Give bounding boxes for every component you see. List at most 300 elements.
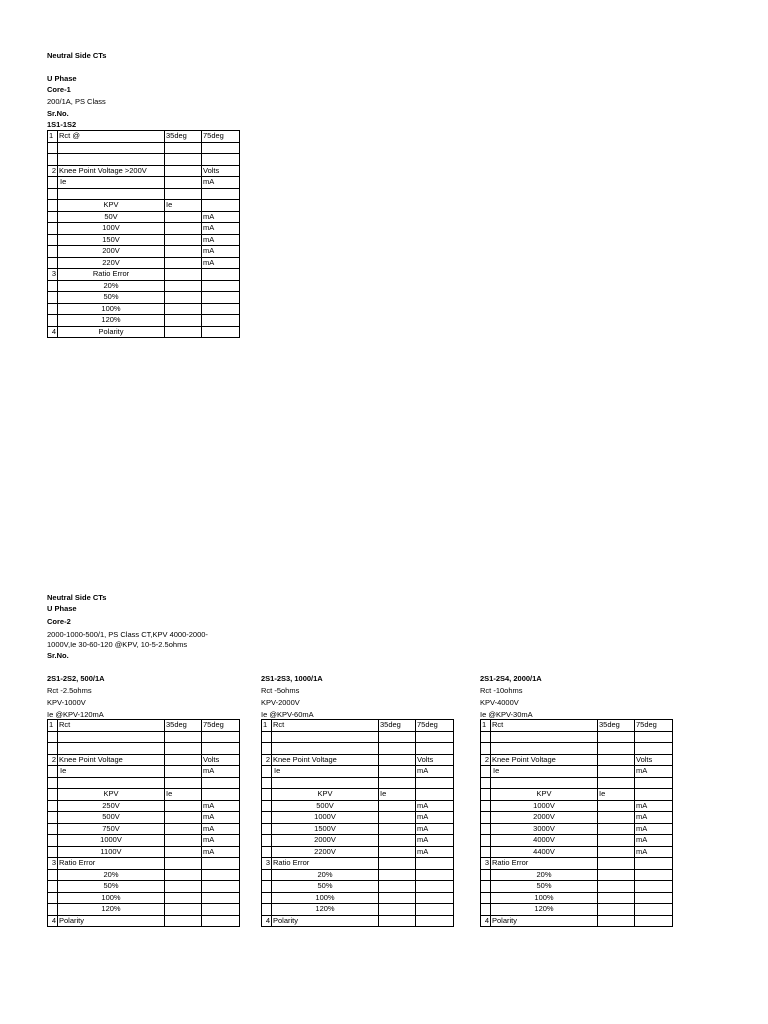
- table-row: [262, 835, 454, 847]
- table-cell: [598, 800, 635, 812]
- table-cell: Polarity: [58, 915, 165, 927]
- table-cell: [379, 892, 416, 904]
- table-cell: [165, 154, 202, 166]
- table-cell: [48, 835, 58, 847]
- table-cell: [165, 754, 202, 766]
- table-cell: [48, 881, 58, 893]
- table-cell: [165, 280, 202, 292]
- section2-srno-label: Sr.No.: [47, 651, 69, 660]
- table-cell: Ratio Error: [58, 858, 165, 870]
- table-cell: 120%: [491, 904, 598, 916]
- table-cell: 2: [481, 754, 491, 766]
- table-row: [48, 246, 240, 258]
- table-cell: [416, 892, 454, 904]
- table-row: [48, 754, 240, 766]
- table-cell: [598, 915, 635, 927]
- table-cell: [416, 743, 454, 755]
- table-row: [262, 904, 454, 916]
- table-cell: [262, 789, 272, 801]
- table-cell: 35deg: [165, 720, 202, 732]
- table-cell: [416, 904, 454, 916]
- table-cell: [48, 789, 58, 801]
- table-cell: [635, 904, 673, 916]
- table-cell: Ie: [165, 789, 202, 801]
- table-cell: mA: [635, 835, 673, 847]
- table-row: [481, 812, 673, 824]
- table-cell: [165, 915, 202, 927]
- table-cell: 1500V: [272, 823, 379, 835]
- table-cell: [262, 835, 272, 847]
- table-cell: 100%: [58, 892, 165, 904]
- table-cell: [48, 846, 58, 858]
- table-row: [481, 915, 673, 927]
- table-cell: [48, 154, 58, 166]
- table-row: [48, 823, 240, 835]
- table-cell: mA: [202, 835, 240, 847]
- table-row: [481, 743, 673, 755]
- table-cell: [165, 177, 202, 189]
- table-cell: [598, 743, 635, 755]
- table-row: [48, 881, 240, 893]
- table-b-kpv: KPV-2000V: [261, 698, 300, 707]
- table-row: [481, 881, 673, 893]
- table-cell: [635, 777, 673, 789]
- table-cell: [48, 777, 58, 789]
- table-cell: [272, 731, 379, 743]
- table-cell: mA: [202, 246, 240, 258]
- table-cell: [481, 904, 491, 916]
- table-cell: [165, 303, 202, 315]
- table-cell: 3: [48, 858, 58, 870]
- table-row: [48, 743, 240, 755]
- table-row: [48, 292, 240, 304]
- table-cell: [202, 892, 240, 904]
- table-row: [262, 881, 454, 893]
- table-cell: 1: [48, 131, 58, 143]
- table-cell: [598, 731, 635, 743]
- table-row: [48, 257, 240, 269]
- table-a-header: 2S1-2S2, 500/1A: [47, 674, 105, 683]
- table-cell: Knee Point Voltage >200V: [58, 165, 165, 177]
- table-cell: [635, 731, 673, 743]
- table-cell: [48, 211, 58, 223]
- table-cell: [262, 777, 272, 789]
- table-cell: [48, 812, 58, 824]
- table-cell: 3: [481, 858, 491, 870]
- table-cell: 100%: [272, 892, 379, 904]
- table-cell: [165, 257, 202, 269]
- table-cell: Knee Point Voltage: [58, 754, 165, 766]
- table-row: [262, 915, 454, 927]
- table-cell: 4: [48, 915, 58, 927]
- section2-note: 2000-1000-500/1, PS Class CT,KPV 4000-2000-1000V,Ie 30-60-120 @KPV, 10-5-2.5ohms: [47, 630, 208, 649]
- table-cell: mA: [202, 846, 240, 858]
- table-row: [481, 777, 673, 789]
- table-row: [481, 800, 673, 812]
- table-cell: [202, 326, 240, 338]
- table-cell: 20%: [491, 869, 598, 881]
- table-cell: 2000V: [491, 812, 598, 824]
- table-cell: mA: [416, 800, 454, 812]
- table-cell: [481, 881, 491, 893]
- table-cell: 1: [48, 720, 58, 732]
- table-c-rct: Rct -10ohms: [480, 686, 523, 695]
- table-row: [48, 154, 240, 166]
- table-cell: 250V: [58, 800, 165, 812]
- table-cell: [165, 812, 202, 824]
- table-row: [48, 165, 240, 177]
- table-row: [48, 869, 240, 881]
- table-cell: 75deg: [202, 131, 240, 143]
- table-row: [262, 869, 454, 881]
- table-row: [481, 789, 673, 801]
- table-cell: [165, 223, 202, 235]
- table-cell: mA: [416, 846, 454, 858]
- table-row: [481, 892, 673, 904]
- table-row: [48, 789, 240, 801]
- table-cell: 50%: [491, 881, 598, 893]
- table-row: [48, 211, 240, 223]
- table-cell: [481, 777, 491, 789]
- table-cell: [262, 800, 272, 812]
- table-row: [48, 915, 240, 927]
- table-cell: [165, 881, 202, 893]
- table-cell: [481, 869, 491, 881]
- table-cell: [416, 858, 454, 870]
- table-cell: 220V: [58, 257, 165, 269]
- section2-table-b: [261, 719, 454, 927]
- table-cell: [635, 869, 673, 881]
- table-cell: [598, 858, 635, 870]
- table-row: [48, 720, 240, 732]
- table-row: [481, 869, 673, 881]
- table-row: [48, 303, 240, 315]
- table-cell: 500V: [58, 812, 165, 824]
- section2-title: Neutral Side CTs: [47, 593, 107, 602]
- table-cell: [58, 743, 165, 755]
- table-cell: [481, 812, 491, 824]
- table-row: [48, 800, 240, 812]
- table-cell: [481, 823, 491, 835]
- table-row: [48, 846, 240, 858]
- table-row: [481, 846, 673, 858]
- table-row: [48, 269, 240, 281]
- table-cell: 120%: [58, 315, 165, 327]
- table-cell: 200V: [58, 246, 165, 258]
- table-cell: Rct: [272, 720, 379, 732]
- table-cell: 3: [262, 858, 272, 870]
- table-cell: Ie: [58, 177, 165, 189]
- table-cell: Ratio Error: [491, 858, 598, 870]
- table-cell: [481, 731, 491, 743]
- table-cell: 3: [48, 269, 58, 281]
- table-cell: [379, 766, 416, 778]
- table-c-kpv: KPV-4000V: [480, 698, 519, 707]
- table-a-kpv: KPV-1000V: [47, 698, 86, 707]
- table-row: [48, 731, 240, 743]
- table-cell: [416, 777, 454, 789]
- table-cell: [48, 892, 58, 904]
- table-cell: [48, 280, 58, 292]
- table-cell: [202, 200, 240, 212]
- table-row: [481, 904, 673, 916]
- table-row: [481, 731, 673, 743]
- section1-phase: U Phase: [47, 74, 77, 83]
- table-row: [481, 754, 673, 766]
- table-cell: [379, 881, 416, 893]
- table-cell: mA: [416, 766, 454, 778]
- table-cell: [416, 869, 454, 881]
- table-cell: [48, 188, 58, 200]
- table-cell: [262, 743, 272, 755]
- table-cell: [48, 257, 58, 269]
- table-cell: [165, 800, 202, 812]
- table-cell: [58, 777, 165, 789]
- table-row: [48, 234, 240, 246]
- table-cell: [48, 142, 58, 154]
- table-cell: [262, 869, 272, 881]
- table-cell: 20%: [58, 869, 165, 881]
- table-row: [48, 223, 240, 235]
- table-cell: KPV: [58, 789, 165, 801]
- table-cell: [165, 292, 202, 304]
- table-cell: [416, 915, 454, 927]
- table-cell: [58, 142, 165, 154]
- table-cell: Ratio Error: [58, 269, 165, 281]
- table-cell: [165, 846, 202, 858]
- table-cell: mA: [635, 846, 673, 858]
- table-cell: [202, 188, 240, 200]
- table-cell: [598, 754, 635, 766]
- table-cell: [598, 766, 635, 778]
- table-cell: [491, 777, 598, 789]
- table-cell: [379, 823, 416, 835]
- table-cell: 3000V: [491, 823, 598, 835]
- table-cell: mA: [202, 211, 240, 223]
- table-cell: Rct @: [58, 131, 165, 143]
- table-a-rct: Rct -2.5ohms: [47, 686, 92, 695]
- table-row: [262, 812, 454, 824]
- section1-title: Neutral Side CTs: [47, 51, 107, 60]
- table-cell: KPV: [491, 789, 598, 801]
- table-cell: [48, 200, 58, 212]
- table-cell: Ie: [58, 766, 165, 778]
- table-b-header: 2S1-2S3, 1000/1A: [261, 674, 323, 683]
- table-c-ie: Ie @KPV-30mA: [480, 710, 533, 719]
- table-cell: [481, 846, 491, 858]
- table-cell: 2: [48, 165, 58, 177]
- table-cell: 2000V: [272, 835, 379, 847]
- table-cell: [262, 812, 272, 824]
- table-cell: [262, 881, 272, 893]
- table-row: [262, 800, 454, 812]
- table-cell: 1000V: [272, 812, 379, 824]
- table-cell: [165, 777, 202, 789]
- table-cell: KPV: [272, 789, 379, 801]
- table-cell: [379, 846, 416, 858]
- table-cell: [202, 315, 240, 327]
- table-cell: [58, 731, 165, 743]
- table-cell: [202, 915, 240, 927]
- table-cell: [481, 835, 491, 847]
- table-row: [262, 777, 454, 789]
- table-cell: [379, 800, 416, 812]
- table-cell: [165, 165, 202, 177]
- table-cell: [598, 777, 635, 789]
- table-cell: [202, 292, 240, 304]
- table-cell: Rct: [491, 720, 598, 732]
- table-cell: [48, 246, 58, 258]
- table-row: [48, 188, 240, 200]
- table-cell: [165, 743, 202, 755]
- section1-table: [47, 130, 240, 338]
- table-cell: Knee Point Voltage: [491, 754, 598, 766]
- table-row: [262, 743, 454, 755]
- table-cell: Rct: [58, 720, 165, 732]
- table-row: [262, 846, 454, 858]
- table-cell: [165, 269, 202, 281]
- table-cell: [48, 823, 58, 835]
- table-row: [48, 142, 240, 154]
- table-cell: [202, 869, 240, 881]
- table-cell: [262, 904, 272, 916]
- table-cell: [262, 823, 272, 835]
- table-cell: 150V: [58, 234, 165, 246]
- table-cell: [48, 315, 58, 327]
- table-row: [262, 789, 454, 801]
- table-row: [262, 823, 454, 835]
- table-cell: mA: [202, 812, 240, 824]
- table-row: [48, 326, 240, 338]
- table-cell: [165, 835, 202, 847]
- table-cell: Volts: [635, 754, 673, 766]
- table-cell: [491, 731, 598, 743]
- table-row: [48, 858, 240, 870]
- table-cell: mA: [202, 177, 240, 189]
- table-cell: 50%: [58, 292, 165, 304]
- table-cell: mA: [202, 823, 240, 835]
- table-cell: [48, 223, 58, 235]
- table-cell: [48, 869, 58, 881]
- table-cell: [202, 858, 240, 870]
- table-cell: 35deg: [379, 720, 416, 732]
- section2-table-c: [480, 719, 673, 927]
- table-cell: mA: [416, 823, 454, 835]
- table-cell: Polarity: [272, 915, 379, 927]
- table-row: [48, 812, 240, 824]
- table-cell: [598, 892, 635, 904]
- table-cell: [481, 800, 491, 812]
- table-cell: 4400V: [491, 846, 598, 858]
- table-cell: 1: [481, 720, 491, 732]
- table-cell: 35deg: [598, 720, 635, 732]
- table-cell: [598, 904, 635, 916]
- table-cell: mA: [635, 800, 673, 812]
- table-cell: [272, 743, 379, 755]
- table-cell: [635, 789, 673, 801]
- table-row: [262, 731, 454, 743]
- table-cell: 100%: [491, 892, 598, 904]
- table-cell: [379, 835, 416, 847]
- table-row: [262, 720, 454, 732]
- table-row: [262, 766, 454, 778]
- table-cell: mA: [416, 835, 454, 847]
- table-cell: [48, 743, 58, 755]
- table-cell: [48, 904, 58, 916]
- table-cell: [165, 326, 202, 338]
- table-cell: [635, 858, 673, 870]
- table-cell: [379, 904, 416, 916]
- table-cell: [379, 869, 416, 881]
- table-cell: 1100V: [58, 846, 165, 858]
- table-cell: [262, 892, 272, 904]
- table-cell: 100V: [58, 223, 165, 235]
- table-row: [481, 720, 673, 732]
- table-cell: [48, 292, 58, 304]
- table-cell: [165, 188, 202, 200]
- table-row: [48, 904, 240, 916]
- table-row: [48, 200, 240, 212]
- table-a-ie: Ie @KPV-120mA: [47, 710, 104, 719]
- table-b-ie: Ie @KPV-60mA: [261, 710, 314, 719]
- table-cell: [416, 731, 454, 743]
- table-cell: mA: [202, 257, 240, 269]
- table-cell: 4: [262, 915, 272, 927]
- table-cell: [48, 303, 58, 315]
- table-cell: [272, 777, 379, 789]
- table-cell: [48, 177, 58, 189]
- table-cell: [635, 892, 673, 904]
- table-cell: [202, 154, 240, 166]
- section1-core: Core-1: [47, 85, 71, 94]
- table-row: [48, 315, 240, 327]
- table-cell: 75deg: [416, 720, 454, 732]
- table-row: [481, 835, 673, 847]
- table-cell: mA: [635, 812, 673, 824]
- table-cell: mA: [202, 223, 240, 235]
- table-cell: [379, 731, 416, 743]
- table-cell: [202, 731, 240, 743]
- section1-srno-label: Sr.No.: [47, 109, 69, 118]
- table-cell: 2: [262, 754, 272, 766]
- table-cell: 4: [48, 326, 58, 338]
- table-c-header: 2S1-2S4, 2000/1A: [480, 674, 542, 683]
- table-cell: Volts: [416, 754, 454, 766]
- table-cell: mA: [202, 800, 240, 812]
- table-cell: Knee Point Voltage: [272, 754, 379, 766]
- table-cell: mA: [416, 812, 454, 824]
- table-cell: [165, 234, 202, 246]
- table-cell: Volts: [202, 165, 240, 177]
- table-cell: [379, 754, 416, 766]
- table-cell: mA: [635, 823, 673, 835]
- table-cell: [48, 234, 58, 246]
- table-cell: [165, 766, 202, 778]
- table-cell: 1000V: [491, 800, 598, 812]
- table-cell: Ie: [165, 200, 202, 212]
- table-cell: 50V: [58, 211, 165, 223]
- table-cell: Volts: [202, 754, 240, 766]
- table-row: [262, 754, 454, 766]
- table-cell: [202, 777, 240, 789]
- table-row: [48, 766, 240, 778]
- table-cell: [48, 731, 58, 743]
- table-cell: Ie: [491, 766, 598, 778]
- table-cell: [202, 904, 240, 916]
- table-cell: [598, 881, 635, 893]
- table-b-rct: Rct -5ohms: [261, 686, 300, 695]
- table-row: [481, 858, 673, 870]
